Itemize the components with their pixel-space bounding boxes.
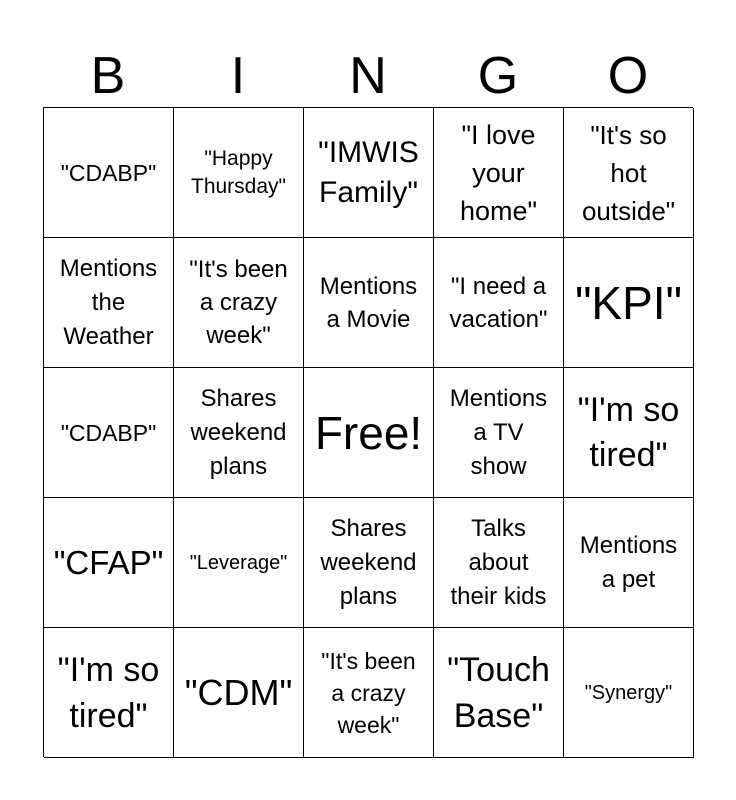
bingo-cell-text: "CFAP" xyxy=(53,543,164,581)
bingo-cell-text: "CDABP" xyxy=(60,419,157,446)
bingo-cell-text: "I love your home" xyxy=(459,119,538,226)
bingo-cell-free[interactable] xyxy=(304,368,434,498)
bingo-cell-text: "It's been a crazy week" xyxy=(189,256,288,349)
bingo-cell[interactable] xyxy=(434,108,564,238)
bingo-cell-text: "CDABP" xyxy=(60,159,157,186)
bingo-cell-text: Shares weekend plans xyxy=(320,514,417,610)
bingo-cell[interactable] xyxy=(304,108,434,238)
bingo-cell-text: "Happy Thursday" xyxy=(191,146,286,198)
header-letter-b: B xyxy=(90,47,126,105)
bingo-cell-text: "I need a vacation" xyxy=(449,272,548,333)
bingo-cell[interactable] xyxy=(564,108,694,238)
bingo-cell[interactable] xyxy=(304,238,434,368)
bingo-cell[interactable] xyxy=(44,498,174,628)
header-letter-o: O xyxy=(607,47,649,105)
bingo-cell[interactable] xyxy=(44,108,174,238)
bingo-cell-text: Mentions a pet xyxy=(579,531,678,593)
bingo-cell-text: "Synergy" xyxy=(584,681,673,704)
header-letter-i: I xyxy=(230,47,246,105)
bingo-cell[interactable] xyxy=(564,238,694,368)
bingo-cell-text: "CDM" xyxy=(184,671,293,713)
bingo-header xyxy=(43,44,693,108)
bingo-cell-text: Talks about their kids xyxy=(450,514,547,610)
bingo-cell-text: Free! xyxy=(314,406,423,459)
bingo-cell-text: Mentions the Weather xyxy=(59,254,158,350)
bingo-cell[interactable] xyxy=(304,498,434,628)
header-letter-n: N xyxy=(349,47,387,105)
bingo-cell[interactable] xyxy=(434,368,564,498)
bingo-cell[interactable] xyxy=(44,628,174,758)
bingo-cell[interactable] xyxy=(44,238,174,368)
bingo-cell[interactable] xyxy=(174,108,304,238)
bingo-cell-text: Mentions a TV show xyxy=(449,384,548,480)
bingo-cell-text: "I'm so tired" xyxy=(577,390,680,474)
bingo-cell-text: "Touch Base" xyxy=(447,650,550,735)
bingo-card-grid xyxy=(43,107,693,757)
bingo-cell[interactable] xyxy=(434,238,564,368)
bingo-cell[interactable] xyxy=(434,628,564,758)
bingo-cell-text: Mentions a Movie xyxy=(319,272,418,333)
bingo-cell[interactable] xyxy=(174,628,304,758)
bingo-cell-text: "Leverage" xyxy=(189,551,288,574)
bingo-cell[interactable] xyxy=(44,368,174,498)
bingo-cell-text: "KPI" xyxy=(575,276,682,329)
bingo-cell[interactable] xyxy=(564,628,694,758)
bingo-cell[interactable] xyxy=(174,498,304,628)
bingo-cell[interactable] xyxy=(564,368,694,498)
header-letter-g: G xyxy=(477,47,519,105)
bingo-cell-text: "It's so hot outside" xyxy=(581,119,676,226)
bingo-cell-text: "I'm so tired" xyxy=(57,650,160,735)
bingo-cell[interactable] xyxy=(564,498,694,628)
bingo-cell[interactable] xyxy=(304,628,434,758)
bingo-cell[interactable] xyxy=(174,238,304,368)
bingo-cell-text: Shares weekend plans xyxy=(190,384,287,480)
bingo-cell[interactable] xyxy=(434,498,564,628)
bingo-cell-text: "It's been a crazy week" xyxy=(321,647,416,738)
bingo-cell-text: "IMWIS Family" xyxy=(318,135,419,209)
bingo-cell[interactable] xyxy=(174,368,304,498)
